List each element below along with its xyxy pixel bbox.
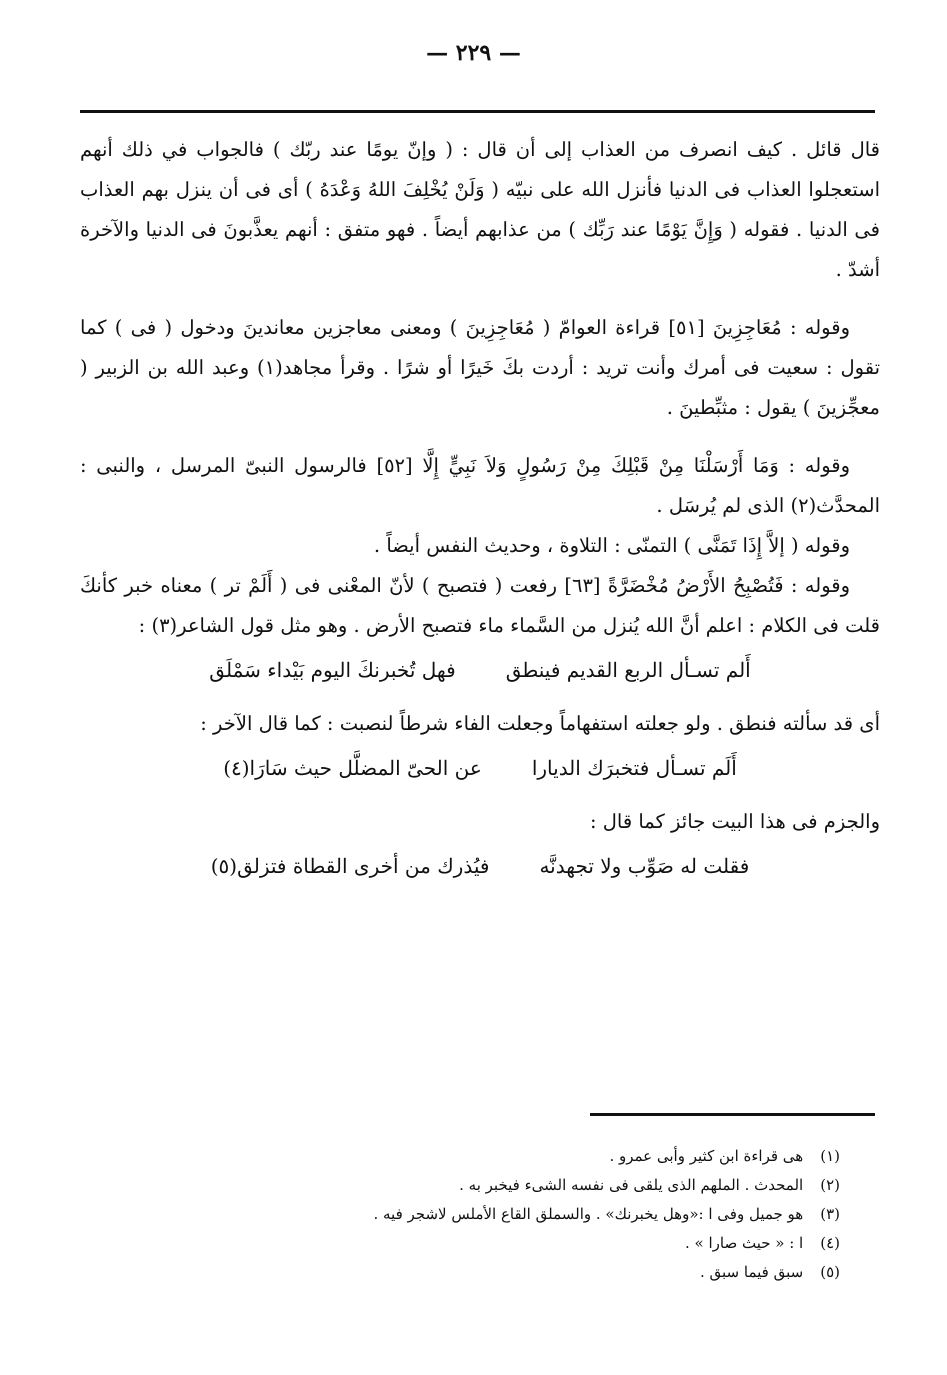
- footnote-text: ا : « حيث صارا » .: [685, 1234, 804, 1252]
- paragraph-1: قال قائل . كيف انصرف من العذاب إلى أن قال : ( وإنّ يومًا عند ربّك ) فالجواب في ذلك أنهم استعجلوا العذاب فى الدنيا فأنزل الله على نبيّه ( وَلَنْ يُخْلِفَ اللهُ وَعْدَهُ ) أى فى أن ينزل بهم العذاب فى الدنيا . فقوله ( وَإِنَّ يَوْمًا عند رَبِّك ) من عذابهم أيضاً . فهو متفق : أنهم يعذَّبونَ فى الدنيا والآخرة أشدّ .: [80, 138, 880, 281]
- verse-1-second-hemistich: فهل تُخبرنكَ اليوم بَيْداء سَمْلَق: [209, 658, 456, 682]
- verse-1: [80, 650, 880, 690]
- footnotes: [80, 1142, 840, 1287]
- footnote-1: [80, 1142, 840, 1171]
- footnote-text: سبق فيما سبق .: [699, 1263, 804, 1281]
- footnote-text: هو جميل وفى ا :«وهل يخبرنك» . والسملق القاع الأملس لاشجر فيه .: [373, 1205, 804, 1223]
- verse-2: [80, 748, 880, 788]
- footnote-4: [80, 1229, 840, 1258]
- footnote-number: (٥): [820, 1263, 840, 1281]
- paragraph-6: أى قد سألته فنطق . ولو جعلته استفهاماً وجعلت الفاء شرطاً لنصبت : كما قال الآخر :: [200, 712, 880, 735]
- footnote-number: (١): [820, 1147, 840, 1165]
- page-number: — ٢٢٩ —: [426, 40, 521, 66]
- footnote-number: (٣): [820, 1205, 840, 1223]
- verse-3: [80, 846, 880, 886]
- verse-3-first-hemistich: فقلت له صَوِّب ولا تجهدنَّه: [539, 854, 750, 878]
- footnote-text: المحدث . الملهم الذى يلقى فى نفسه الشىء فيخبر به .: [459, 1176, 804, 1194]
- verse-2-second-hemistich: عن الحىّ المضلَّل حيث سَارَا(٤): [223, 756, 482, 780]
- main-text: [80, 130, 880, 900]
- footnote-text: هى قراءة ابن كثير وأبى عمرو .: [609, 1147, 804, 1165]
- verse-2-first-hemistich: أَلَم تسـأل فتخبرَك الديارا: [531, 756, 737, 780]
- footnote-number: (٢): [820, 1176, 840, 1194]
- footnote-number: (٤): [820, 1234, 840, 1252]
- paragraph-2: وقوله : مُعَاجِزِينَ [٥١] قراءة العوامّ ( مُعَاجِزِينَ ) ومعنى معاجزين معاندينَ ودخول ( فى ) كما تقول : سعيت فى أمرك وأنت تريد : أردت بكَ خَيرًا أو شرًا . وقرأ مجاهد(١) وعبد الله بن الزبير ( معجِّزينَ ) يقول : مثبِّطينَ .: [80, 316, 881, 419]
- paragraph-4: وقوله ( إلاَّ إِذَا تَمَنَّى ) التمنّى : التلاوة ، وحديث النفس أيضاً .: [373, 534, 850, 557]
- verse-3-second-hemistich: فيُذرك من أخرى القطاة فتزلق(٥): [210, 854, 490, 878]
- footnote-5: [80, 1258, 840, 1287]
- footnote-3: [80, 1200, 840, 1229]
- paragraph-5: وقوله : فَتُصْبِحُ الأَرْضُ مُخْضَرَّةً [٦٣] رفعت ( فتصبح ) لأنّ المعْنى فى ( أَلَمْ تر ) معناه خبر كأنكَ قلت فى الكلام : اعلم أنَّ الله يُنزل من السَّماء ماء فتصبح الأرض . وهو مثل قول الشاعر(٣) :: [80, 574, 880, 637]
- paragraph-7: والجزم فى هذا البيت جائز كما قال :: [589, 810, 880, 833]
- paragraph-3: وقوله : وَمَا أَرْسَلْنَا مِنْ قَبْلِكَ مِنْ رَسُولٍ وَلاَ نَبِيٍّ إِلَّا [٥٢] فالرسول النبىّ المرسل ، والنبى : المحدَّث(٢) الذى لم يُرسَل .: [80, 454, 880, 517]
- footnote-rule: [590, 1113, 875, 1116]
- header-rule: [80, 110, 875, 113]
- verse-1-first-hemistich: أَلم تسـأل الربع القديم فينطق: [505, 658, 751, 682]
- footnote-2: [80, 1171, 840, 1200]
